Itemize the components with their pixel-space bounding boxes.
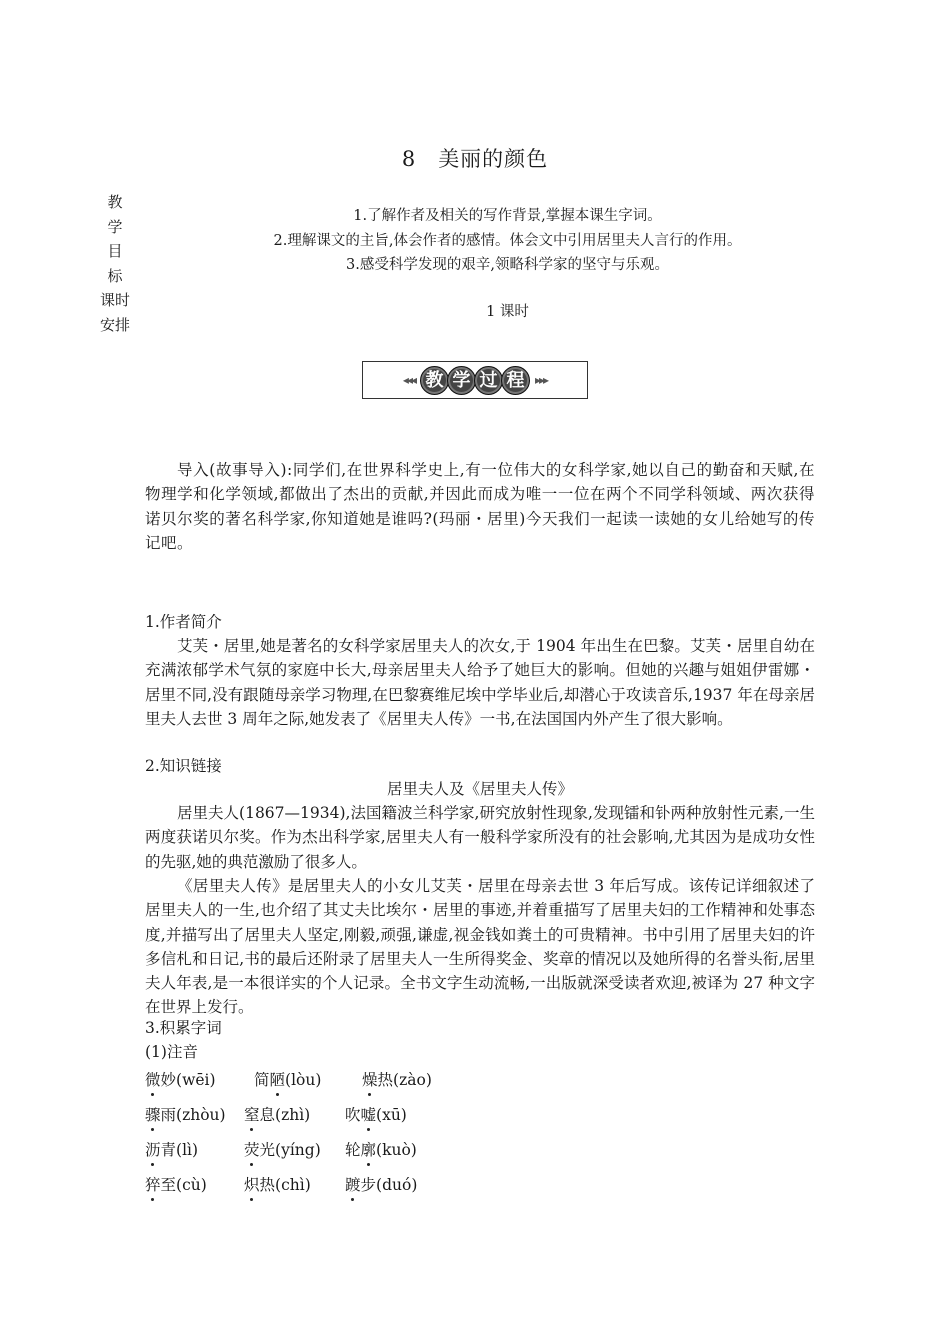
vocab-char: 息 [259,1106,276,1124]
subsection-heading: (1)注音 [145,1043,198,1061]
vocab-char: 简 [254,1071,270,1089]
vocab-char: 炽 [244,1173,260,1195]
teaching-process-banner [362,361,588,399]
pinyin-reading: (cù) [176,1176,207,1194]
side-label: 课时 [99,291,130,309]
left-arrows-icon: ◂◂◂ [402,373,415,387]
pinyin-item [254,1068,321,1090]
teaching-goals [200,204,815,278]
pinyin-reading: (duó) [376,1176,418,1194]
vocab-char: 雨 [160,1106,177,1124]
vocab-char: 陋 [270,1068,286,1090]
pinyin-item [244,1103,310,1125]
vocab-char: 青 [160,1141,177,1159]
pinyin-item [345,1103,407,1125]
pinyin-reading: (zhòu) [176,1106,226,1124]
side-label: 标 [107,266,123,285]
pinyin-item [145,1068,216,1090]
vocab-char: 微 [145,1068,161,1090]
side-label: 目 [107,242,123,260]
goal-item: 3.感受科学发现的艰辛,领略科学家的坚守与乐观。 [346,257,669,273]
section-heading: 2.知识链接 [145,757,222,775]
knowledge-paragraph: 《居里夫人传》是居里夫人的小女儿艾芙・居里在母亲去世 3 年后写成。该传记详细叙述了居里夫人的一生,也介绍了其丈夫比埃尔・居里的事迹,并着重描写了居里夫妇的工作精神和处事态度,并描写出了居里夫人坚定,刚毅,顽强,谦虚,视金钱如粪土的可贵精神。书中引用了居里夫妇的许多信札和日记,书的最后还附录了居里夫人一生所得奖金、奖章的情况以及她所得的名誉头衔,居里夫人年表,是一本很详实的个人记录。全书文字生动流畅,一出版就深受读者欢迎,被译为 27 种文字在世界上发行。 [145,877,815,1017]
section-heading: 1.作者简介 [145,613,222,631]
vocab-char: 荧 [244,1138,260,1160]
banner-char: 过 [474,366,503,395]
pinyin-item [345,1138,417,1160]
lesson-title-text: 美丽的颜色 [438,147,549,171]
vocab-char: 吹 [345,1106,361,1124]
vocab-char: 至 [160,1176,177,1194]
vocab-char: 猝 [145,1173,161,1195]
goal-item: 1.了解作者及相关的写作背景,掌握本课生字词。 [353,208,662,224]
pinyin-item [244,1138,321,1160]
pinyin-reading: (chì) [275,1176,311,1194]
vocab-char: 光 [259,1141,276,1159]
pinyin-item [145,1173,207,1195]
lesson-number: 8 [401,147,417,171]
banner-char: 学 [447,366,476,395]
vocab-char: 沥 [145,1138,161,1160]
author-intro-paragraph: 艾芙・居里,她是著名的女科学家居里夫人的次女,于 1904 年出生在巴黎。艾芙・居里自幼在充满浓郁学术气氛的家庭中长大,母亲居里夫人给予了她巨大的影响。但她的兴趣与姐姐伊雷娜・居里不同,没有跟随母亲学习物理,在巴黎赛维尼埃中学毕业后,却潜心于攻读音乐,1937 年在母亲居里夫人去世 3 周年之际,她发表了《居里夫人传》一书,在法国国内外产生了很大影响。 [145,637,815,728]
banner-char: 程 [501,366,530,395]
pinyin-item [345,1173,417,1195]
vocab-char: 骤 [145,1103,161,1125]
vocab-char: 踱 [345,1173,361,1195]
vocab-char: 燥 [362,1068,378,1090]
lesson-title [0,143,950,173]
pinyin-reading: (kuò) [376,1141,417,1159]
side-label: 教 [107,193,123,211]
goal-item: 2.理解课文的主旨,体会作者的感情。体会文中引用居里夫人言行的作用。 [273,232,742,249]
pinyin-reading: (lòu) [285,1071,322,1089]
pinyin-reading: (zào) [393,1071,432,1089]
vocab-char: 嘘 [361,1103,377,1125]
vocab-char: 热 [377,1071,394,1089]
side-label: 安排 [99,315,130,334]
vocab-char: 廓 [361,1138,377,1160]
vocab-char: 步 [360,1176,377,1194]
knowledge-paragraph: 居里夫人(1867—1934),法国籍波兰科学家,研究放射性现象,发现镭和钋两种放射性元素,一生两度获诺贝尔奖。作为杰出科学家,居里夫人有一般科学家所没有的社会影响,尤其因为是成功女性的先驱,她的典范激励了很多人。 [145,804,815,871]
pinyin-item [145,1103,226,1125]
side-label: 学 [107,217,123,236]
vocab-char: 妙 [160,1071,177,1089]
section-subtitle: 居里夫人及《居里夫人传》 [386,780,573,798]
banner-char: 教 [420,366,449,395]
pinyin-reading: (xū) [376,1106,407,1124]
vocab-char: 轮 [345,1141,361,1159]
vocab-char: 热 [259,1176,276,1194]
vocab-char: 窒 [244,1103,260,1125]
side-labels [96,190,134,337]
pinyin-reading: (lì) [176,1141,199,1159]
pinyin-item [145,1138,198,1160]
section-heading: 3.积累字词 [145,1019,222,1037]
pinyin-reading: (yíng) [275,1141,321,1159]
pinyin-reading: (wēi) [176,1071,216,1089]
pinyin-item [362,1068,432,1090]
class-hours: 1 课时 [486,304,529,320]
right-arrows-icon: ▸▸▸ [535,373,548,387]
intro-paragraph: 导入(故事导入):同学们,在世界科学史上,有一位伟大的女科学家,她以自己的勤奋和天赋,在物理学和化学领域,都做出了杰出的贡献,并因此而成为唯一一位在两个不同学科领域、两次获得诺贝尔奖的著名科学家,你知道她是谁吗?(玛丽・居里)今天我们一起读一读她的女儿给她写的传记吧。 [145,461,815,552]
pinyin-reading: (zhì) [275,1106,311,1124]
pinyin-item [244,1173,311,1195]
